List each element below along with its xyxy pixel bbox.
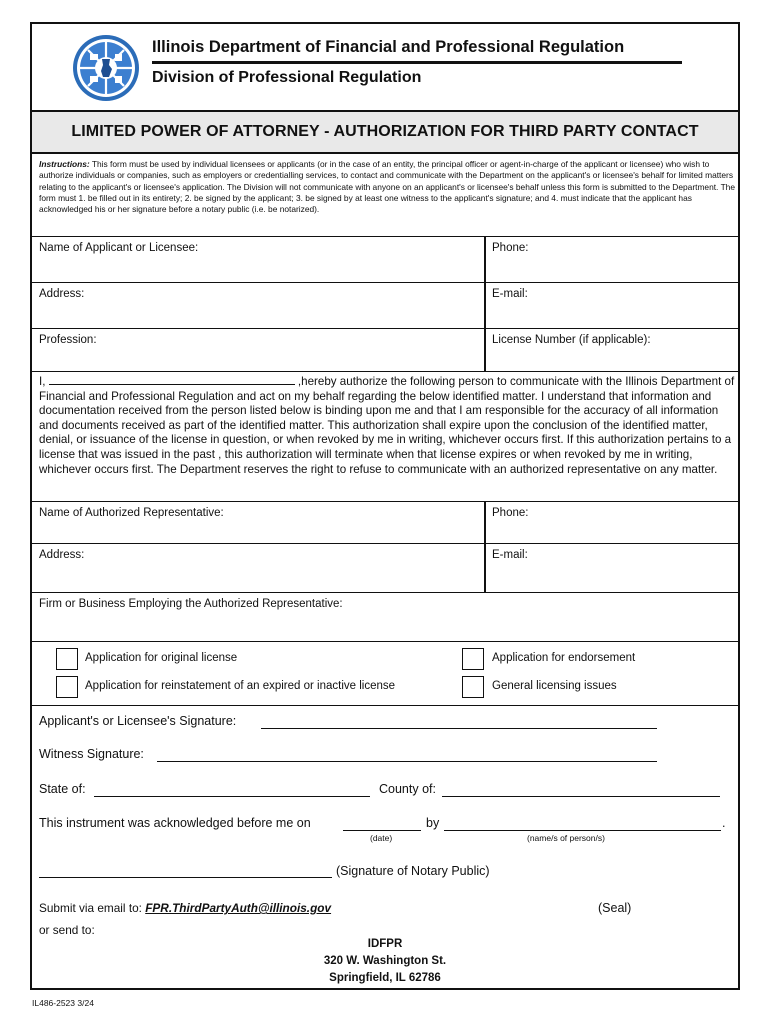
rep-name-row [32,501,738,543]
applicant-name-row [32,236,738,282]
form-title: LIMITED POWER OF ATTORNEY - AUTHORIZATION FOR THIRD PARTY CONTACT [71,123,699,140]
endorsement-checkbox[interactable] [462,648,484,670]
names-hint: (name/s of person/s) [527,833,605,843]
reinstatement-checkbox[interactable] [56,676,78,698]
instructions-label: Instructions: [39,159,90,169]
rep-firm-field[interactable]: Firm or Business Employing the Authorized Representative: [39,598,343,610]
address-street: 320 W. Washington St. [323,955,447,967]
reinstatement-label: Application for reinstatement of an expired or inactive license [85,680,396,692]
applicant-email-field[interactable]: E-mail: [492,288,528,300]
rep-name-field[interactable]: Name of Authorized Representative: [39,507,224,519]
department-title: Illinois Department of Financial and Professional Regulation [152,38,625,56]
signature-top-rule [32,705,738,706]
ack-period: . [722,816,726,830]
matter-checkbox-row [32,641,738,705]
rep-phone-field[interactable]: Phone: [492,507,529,519]
notary-signature-line[interactable] [39,877,332,878]
county-line[interactable] [442,796,720,797]
applicant-address-row [32,282,738,328]
rep-email-field[interactable]: E-mail: [492,549,528,561]
form-container [30,22,740,990]
form-header [32,24,738,110]
applicant-signature-line[interactable] [261,728,657,729]
endorsement-label: Application for endorsement [492,652,636,664]
notary-signature-label: (Signature of Notary Public) [336,864,490,878]
applicant-phone-field[interactable]: Phone: [492,242,529,254]
form-number: IL486-2523 3/24 [32,998,94,1008]
submit-label: Submit via email to: [39,901,142,915]
submit-line [39,901,331,915]
by-label: by [426,816,440,830]
idfpr-seal-icon [72,34,140,102]
division-subtitle: Division of Professional Regulation [152,69,422,86]
ack-date-line[interactable] [343,830,421,831]
general-issues-checkbox[interactable] [462,676,484,698]
acknowledgement-label: This instrument was acknowledged before me on [39,816,311,830]
rep-firm-row [32,592,738,641]
auth-top-rule [32,371,738,372]
applicant-license-field[interactable]: License Number (if applicable): [492,334,651,346]
general-issues-label: General licensing issues [492,680,617,692]
address-org: IDFPR [367,938,403,950]
authorization-paragraph [39,375,739,477]
submit-email-link[interactable]: FPR.ThirdPartyAuth@illinois.gov [145,901,332,915]
rep-address-row [32,543,738,592]
ack-names-line[interactable] [444,830,721,831]
authorization-prefix: I, [39,375,46,388]
send-label: or send to: [39,923,95,937]
header-rule [152,61,682,64]
applicant-profession-row [32,328,738,371]
seal-label: (Seal) [598,901,632,915]
witness-signature-line[interactable] [157,761,657,762]
original-license-checkbox[interactable] [56,648,78,670]
state-line[interactable] [94,796,370,797]
form-title-bar [32,110,738,154]
applicant-signature-label: Applicant's or Licensee's Signature: [39,714,237,728]
instructions [39,159,735,215]
applicant-profession-field[interactable]: Profession: [39,334,97,346]
rep-address-field[interactable]: Address: [39,549,85,561]
address-city: Springfield, IL 62786 [329,972,441,984]
authorization-text: ,hereby authorize the following person to communicate with the Illinois Department of Financial and Professional Regulation and act on my behalf regarding the below identified matter. I understand that information and documentation received from the person listed below is binding upon me and that I am responsible for the accuracy of all information and documents received as part of the identified matter. This authorization shall expire upon the conclusion of the identified matter, denial, or issuance of the license in question, or when revoked by me in writing, whichever occurs first. If this authorization pertains to a license that was issued in the past , this authorization will terminate when that license expires or when revoked by me in writing, whichever occurs first. The Department reserves the right to refuse to communicate with an authorized representative on any matter. [39,375,735,476]
original-license-label: Application for original license [85,652,238,664]
instructions-text: This form must be used by individual licensees or applicants (or in the case of an entity, the principal officer or agent-in-charge of the applicant or licensee) who wish to authorize individuals or companies, such as employers or credentialling services, to contact and communicate with the Department on the applicant's or licensee's behalf for limited matters relating to the applicant's or licensee's application. The Division will not communicate with anyone on an applicant's or licensee's behalf unless this form is submitted to the Department. The form must 1. be filled out in its entirety; 2. be signed by the applicant; 3. be signed by at least one witness to the applicant's signature; and 4. must indicate that the applicant has acknowledged his or her signature before a notary public (i.e. be notarized). [39,159,735,215]
county-label: County of: [379,782,436,796]
authorizer-name-blank[interactable] [49,375,295,385]
state-label: State of: [39,782,86,796]
date-hint: (date) [370,833,393,843]
applicant-name-field[interactable]: Name of Applicant or Licensee: [39,242,199,254]
witness-signature-label: Witness Signature: [39,747,144,761]
applicant-address-field[interactable]: Address: [39,288,85,300]
